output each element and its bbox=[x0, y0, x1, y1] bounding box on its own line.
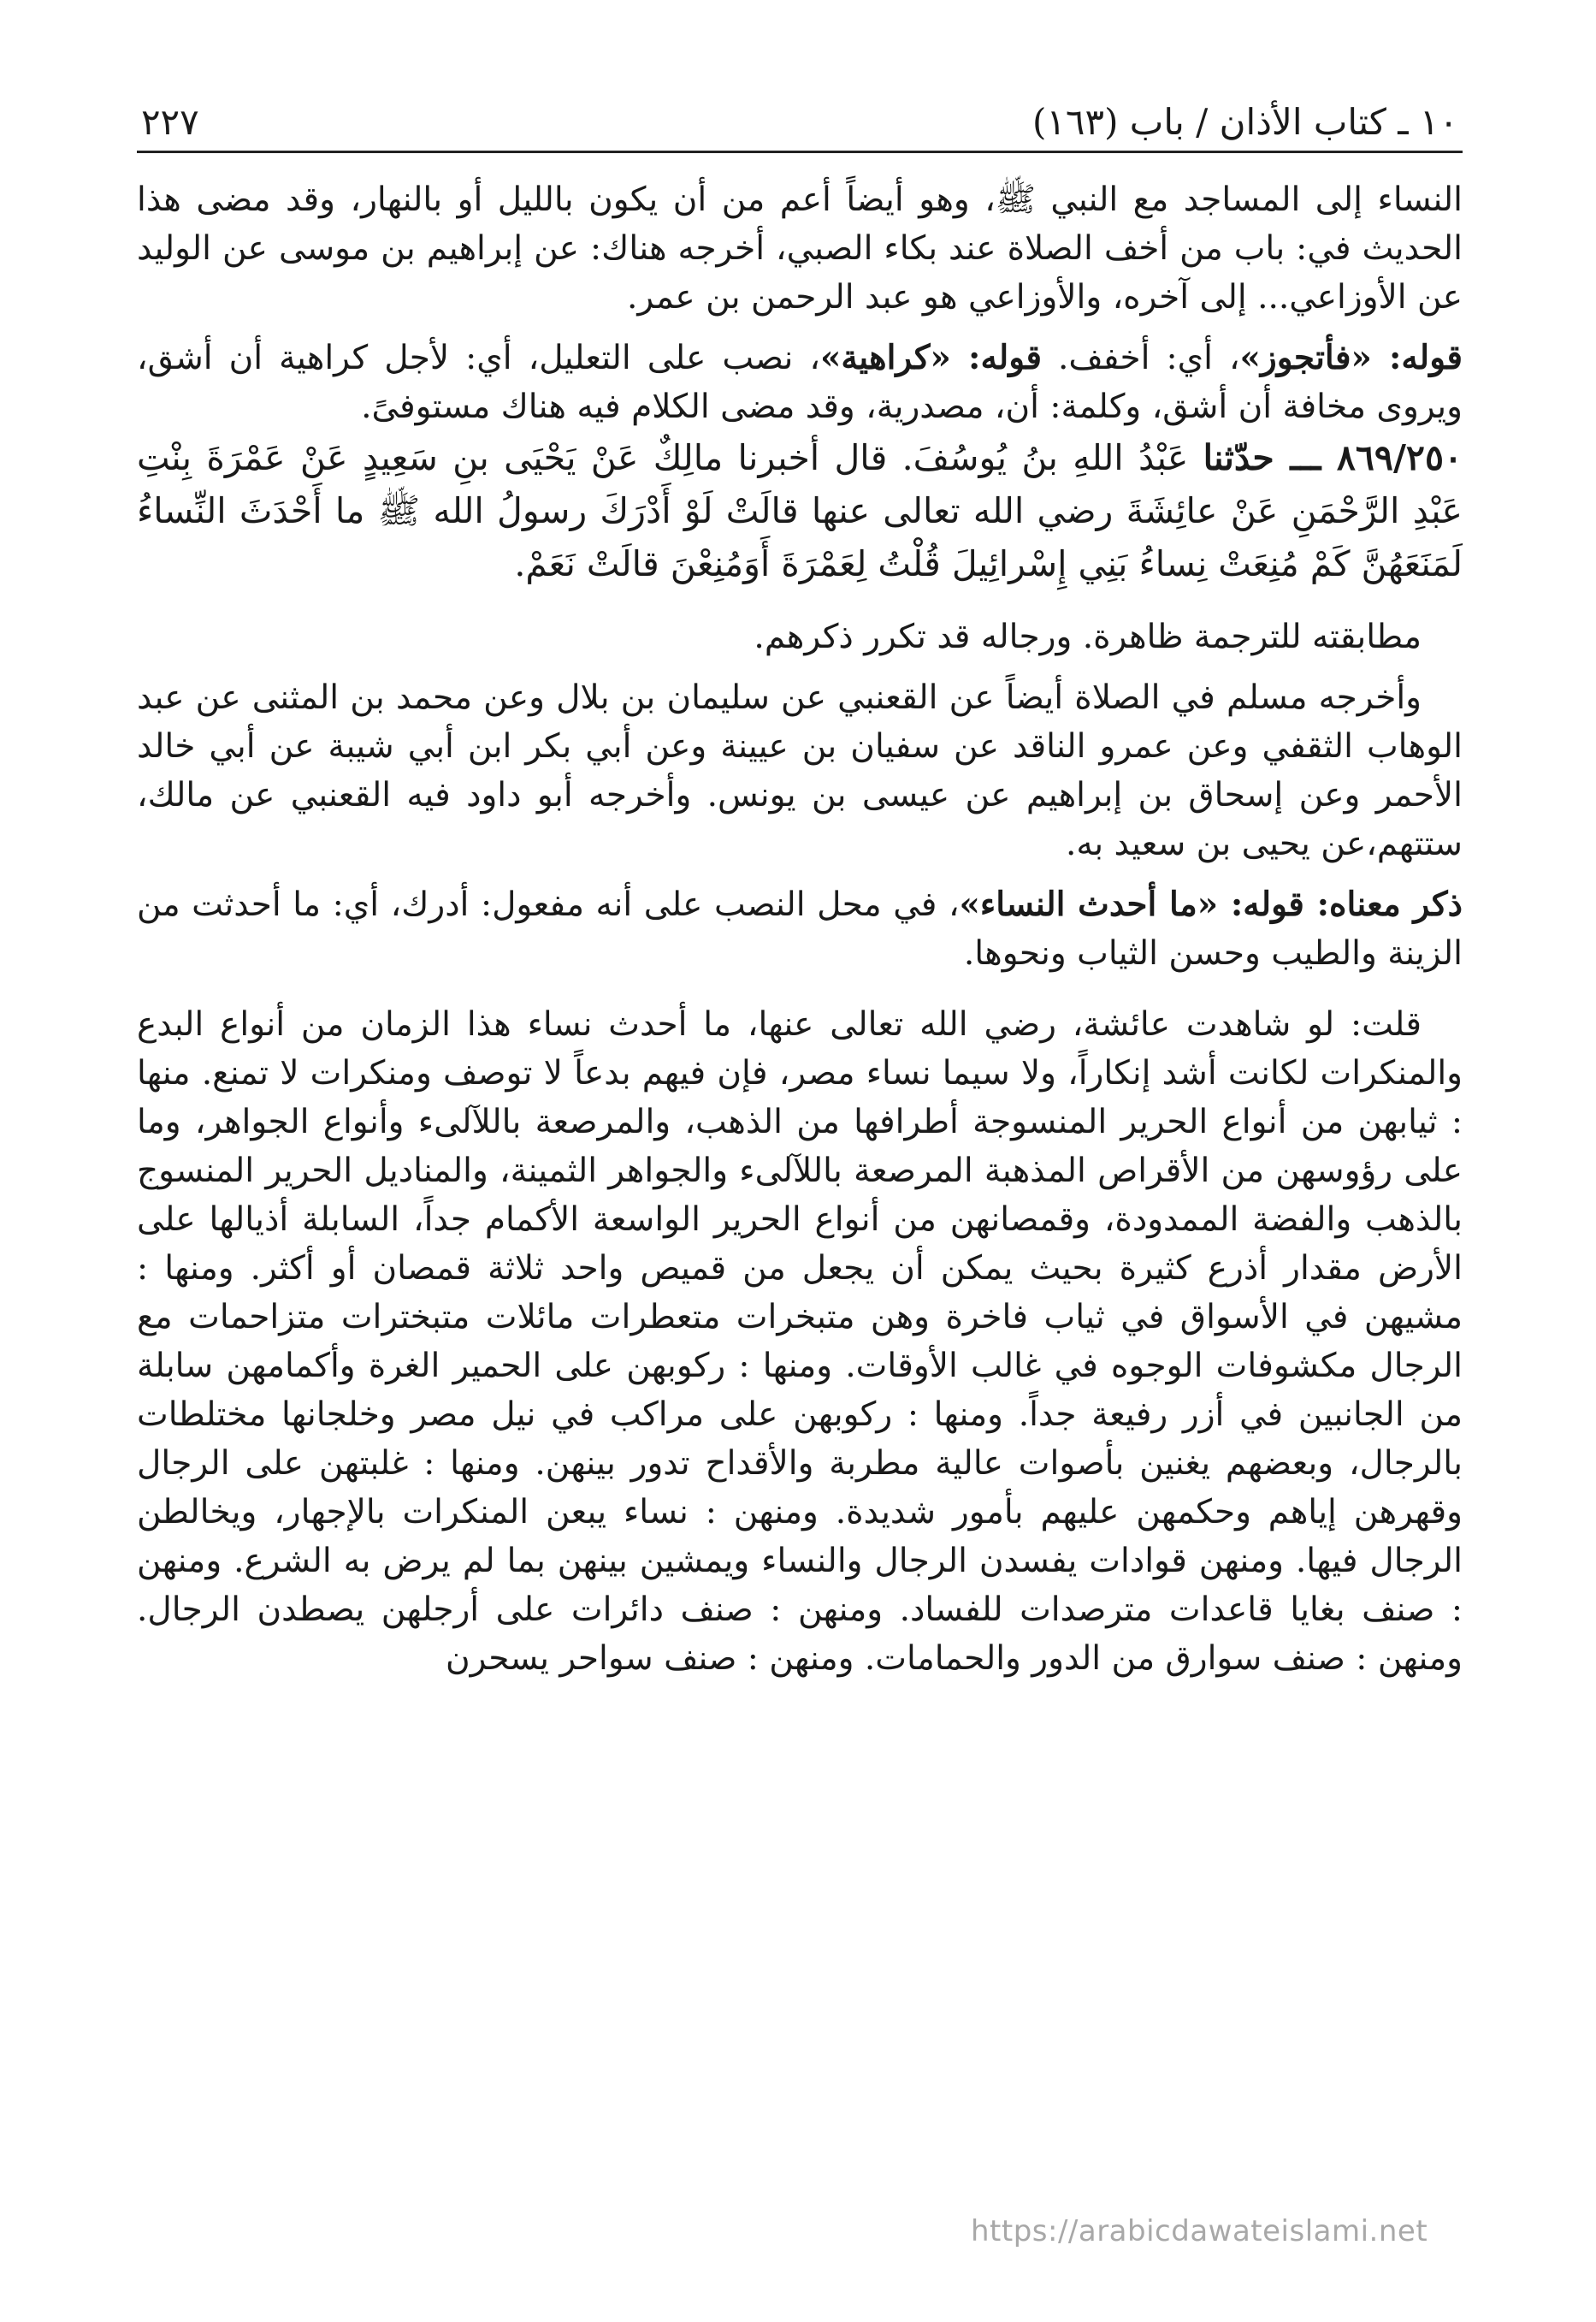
commentary-label: قوله: «كراهية» bbox=[819, 338, 1043, 377]
hadith-number: ٨٦٩/٢٥٠ ـــ حدّثنا bbox=[1203, 437, 1463, 478]
page-number: ٢٢٧ bbox=[141, 100, 199, 143]
paragraph-1 bbox=[137, 175, 1463, 322]
hadith-body: عَبْدُ اللهِ بنُ يُوسُفَ. قال أخبرنا مالِكٌ عَنْ يَحْيَى بنِ سَعِيدٍ عَنْ عَمْرَةَ بِنْتِ عَبْدِ الرَّحْمَنِ عَنْ عائِشَةَ رضي الله تعالى عنها قالَتْ لَوْ أَدْرَكَ رسولُ الله ﷺ ما أَحْدَثَ النِّساءُ لَمَنَعَهُنَّ كَمْ مُنِعَتْ نِساءُ بَنِي إِسْرائِيلَ قُلْتُ لِعَمْرَةَ أَوَمُنِعْنَ قالَتْ نَعَمْ. bbox=[137, 437, 1463, 584]
page-body bbox=[137, 175, 1463, 1683]
header-divider bbox=[137, 151, 1463, 153]
paragraph-3 bbox=[137, 613, 1463, 661]
paragraph-text: ، في محل النصب على أنه مفعول: أدرك، أي: ما أحدثت من الزينة والطيب وحسن الثياب ونحوها. bbox=[137, 886, 1463, 973]
section-label: ذكر معناه: قوله: «ما أحدث النساء» bbox=[959, 885, 1463, 924]
paragraph-text: مطابقته للترجمة ظاهرة. ورجاله قد تكرر ذكرهم. bbox=[754, 618, 1422, 656]
paragraph-6 bbox=[137, 1000, 1463, 1683]
running-header bbox=[141, 96, 1458, 147]
chapter-title: ١٠ ـ كتاب الأذان / باب (١٦٣) bbox=[1031, 100, 1458, 143]
commentary-label: قوله: «فأتجوز» bbox=[1239, 338, 1463, 377]
source-watermark: https://arabicdawateislami.net bbox=[971, 2214, 1428, 2248]
paragraph-5 bbox=[137, 880, 1463, 978]
paragraph-text: ، نصب على التعليل، أي: لأجل كراهية أن أشق، ويروى مخافة أن أشق، وكلمة: أن، مصدرية، وقد مضى الكلام فيه هناك مستوفىً. bbox=[137, 339, 1463, 426]
paragraph-text: وأخرجه مسلم في الصلاة أيضاً عن القعنبي عن سليمان بن بلال وعن محمد بن المثنى عن عبد الوهاب الثقفي وعن عمرو الناقد عن سفيان بن عيينة وعن أبي بكر ابن أبي شيبة عن أبي خالد الأحمر وعن إسحاق بن إبراهيم عن عيسى بن يونس. وأخرجه أبو داود فيه القعنبي عن مالك، ستتهم،عن يحيى بن سعيد به. bbox=[137, 678, 1463, 863]
hadith-text bbox=[137, 431, 1463, 590]
paragraph-text: قلت: لو شاهدت عائشة، رضي الله تعالى عنها، ما أحدث نساء هذا الزمان من أنواع البدع والمنكرات لكانت أشد إنكاراً، ولا سيما نساء مصر، فإن فيهم بدعاً لا توصف ومنكرات لا تمنع. منها : ثيابهن من أنواع الحرير المنسوجة أطرافها من الذهب، والمرصعة باللآلىء وأنواع الجواهر، وما على رؤوسهن من الأقراص المذهبة المرصعة باللآلىء والجواهر الثمينة، والمناديل الحرير المنسوج بالذهب والفضة الممدودة، وقمصانهن من أنواع الحرير الواسعة الأكمام جداً، السابلة أذيالها على الأرض مقدار أذرع كثيرة بحيث يمكن أن يجعل من قميص واحد ثلاثة قمصان أو أكثر. ومنها : مشيهن في الأسواق في ثياب فاخرة وهن متبخرات متعطرات مائلات متبخترات متزاحمات مع الرجال مكشوفات الوجوه في غالب الأوقات. ومنها : ركوبهن على الحمير الغرة وأكمامهن سابلة من الجانبين في أزر رفيعة جداً. ومنها : ركوبهن على مراكب في نيل مصر وخلجانها مختلطات بالرجال، وبعضهم يغنين بأصوات عالية مطربة والأقداح تدور بينهن. ومنها : غلبتهن على الرجال وقهرهن إياهم وحكمهن عليهم بأمور شديدة. ومنهن : نساء يبعن المنكرات بالإجهار، ويخالطن الرجال فيها. ومنهن قوادات يفسدن الرجال والنساء ويمشين بينهن بما لم يرض به الشرع. ومنهن : صنف بغايا قاعدات مترصدات للفساد. ومنهن : صنف دائرات على أرجلهن يصطدن الرجال. ومنهن : صنف سوارق من الدور والحمامات. ومنهن : صنف سواحر يسحرن bbox=[137, 1005, 1463, 1678]
paragraph-4 bbox=[137, 673, 1463, 868]
paragraph-text: النساء إلى المساجد مع النبي ﷺ، وهو أيضاً أعم من أن يكون بالليل أو بالنهار، وقد مضى هذا الحديث في: باب من أخف الصلاة عند بكاء الصبي، أخرجه هناك: عن إبراهيم بن موسى عن الوليد عن الأوزاعي... إلى آخره، والأوزاعي هو عبد الرحمن بن عمر. bbox=[137, 181, 1463, 317]
paragraph-text: ، أي: أخفف. bbox=[1042, 339, 1240, 377]
paragraph-2 bbox=[137, 334, 1463, 431]
